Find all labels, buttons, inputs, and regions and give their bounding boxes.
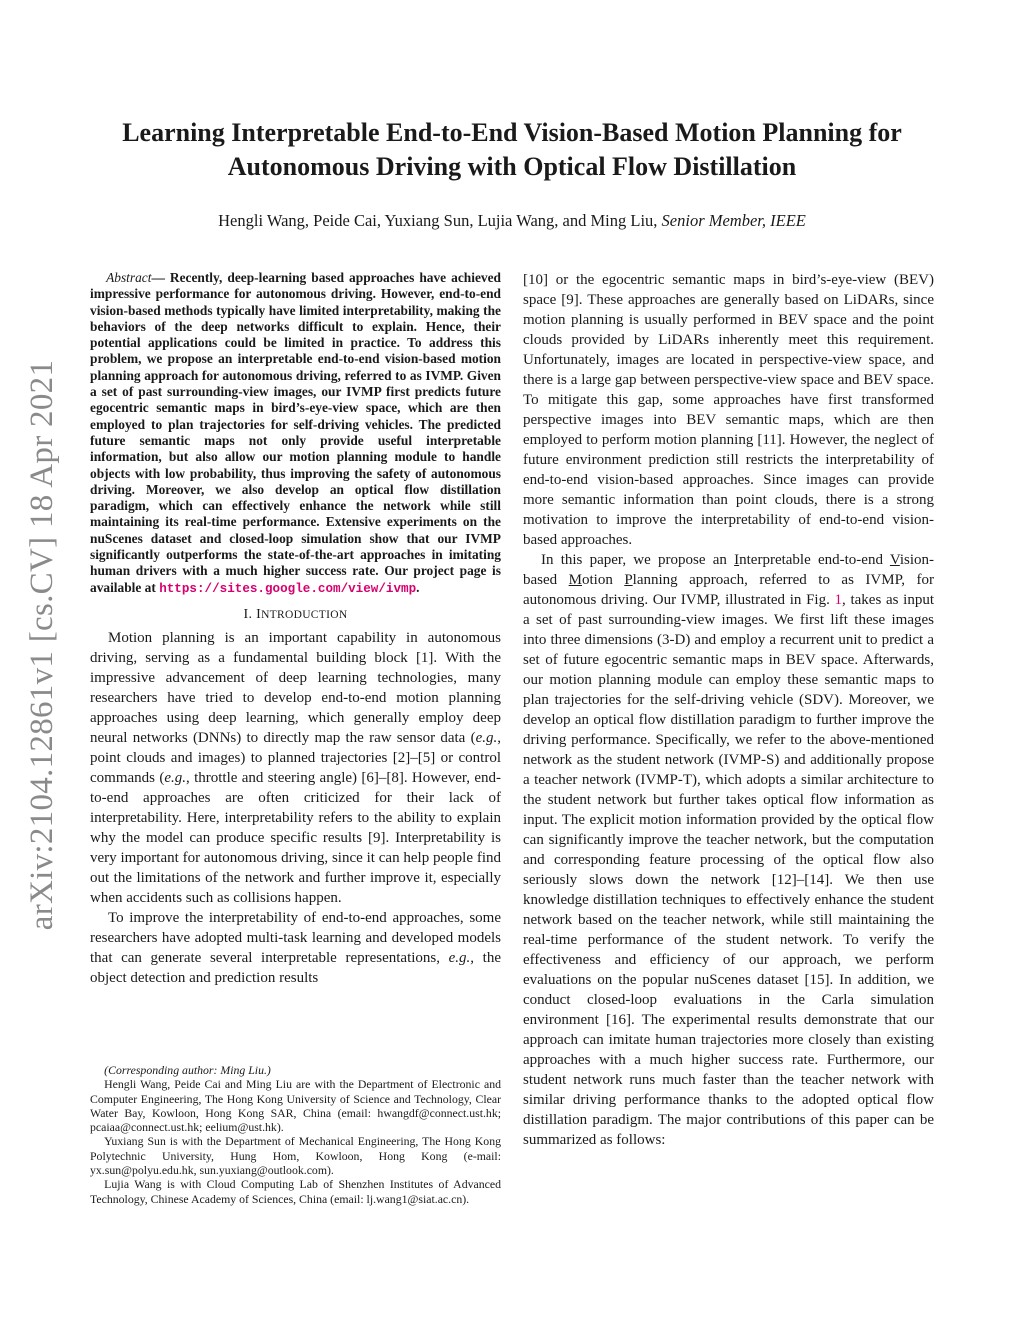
p4-text-b: nterpretable end-to-end: [739, 552, 890, 568]
p4-letter-p: P: [624, 572, 633, 588]
paper-title: [80, 116, 944, 184]
p2-eg: e.g.: [448, 949, 471, 966]
author-role: Senior Member, IEEE: [661, 211, 806, 230]
title-line-2: Autonomous Driving with Optical Flow Distillation: [227, 152, 797, 181]
abstract-end: .: [416, 579, 420, 595]
footnote-corresponding: [90, 1063, 501, 1077]
p1-eg-1: e.g.: [475, 729, 498, 746]
p1-text-b: , point clouds and images) to planned trajectories [2]–[5] or control commands (: [90, 729, 501, 786]
title-line-1: Learning Interpretable End-to-End Vision-Based Motion Planning for: [122, 118, 902, 147]
section-heading-introduction: [90, 607, 501, 623]
footnotes: [90, 1063, 501, 1206]
p4-text-c: ision-based: [523, 552, 935, 588]
p4-letter-v: V: [889, 552, 900, 568]
intro-paragraph-2: [90, 908, 501, 988]
author-list: [80, 211, 944, 231]
p2-text-b: , the object detection and prediction results: [90, 949, 501, 986]
abstract-text: — Recently, deep-learning based approaches have achieved impressive performance for autonomous driving. However, end-to-end vision-based methods typically have limited interpretability, making the behaviors of the deep networks difficult to explain. Hence, their potential applications could be limited in practice. To address this problem, we propose an interpretable end-to-end vision-based motion planning approach for autonomous driving, referred to as IVMP. Given a set of past surrounding-view images, our IVMP first predicts future egocentric semantic maps in bird’s-eye-view space, which are then employed to plan trajectories for self-driving vehicles. The predicted future semantic maps not only provide useful interpretable information, but also allow our motion planning module to handle objects with low probability, thus improving the safety of autonomous driving. Moreover, we also develop an optical flow distillation paradigm, which can effectively enhance the network while still maintaining its real-time performance. Extensive experiments on the nuScenes dataset and closed-loop simulation show that our IVMP significantly outperforms the state-of-the-art approaches in imitating human drivers with a much higher success rate. Our project page is available at: [90, 270, 501, 595]
abstract-label: Abstract: [106, 270, 152, 285]
intro-paragraph-3: [10] or the egocentric semantic maps in bird’s-eye-view (BEV) space [9]. These approaches are generally based on LiDARs, since motion planning is usually performed in BEV space and the point clouds provided by LiDARs inherently meet this requirement. Unfortunately, images are located in perspective-view space, and there is a large gap between perspective-view space and BEV space. To mitigate this gap, some approaches have first transformed perspective images into BEV semantic maps, which are then employed to perform motion planning [11]. However, the neglect of future environment prediction still restricts the interpretability of end-to-end vision-based approaches. Since images can provide more semantic information than point clouds, there is a strong motivation to improve the interpretability of end-to-end vision-based approaches.: [523, 272, 934, 548]
arxiv-id: arXiv:2104.12861v1 [cs.CV] 18 Apr 2021: [24, 359, 60, 931]
p1-eg-2: e.g.: [164, 769, 186, 786]
left-column: [90, 270, 501, 988]
footnote-3: Lujia Wang is with Cloud Computing Lab of Shenzhen Institutes of Advanced Technology, Chinese Academy of Sciences, China (email: lj.wang1@siat.ac.cn).: [90, 1177, 501, 1206]
p2-text-a: To improve the interpretability of end-to-end approaches, some researchers have adopted multi-task learning and developed models that can generate several interpretable representations,: [90, 909, 501, 966]
author-names: Hengli Wang, Peide Cai, Yuxiang Sun, Lujia Wang, and Ming Liu,: [218, 211, 662, 230]
project-link[interactable]: https://sites.google.com/view/ivmp: [159, 581, 417, 596]
p1-text-a: Motion planning is an important capability in autonomous driving, serving as a fundamental building block [1]. With the impressive advancement of deep learning technologies, many researchers have tried to develop end-to-end motion planning approaches using deep learning, which generally employ deep neural networks (DNNs) to directly map the raw sensor data (: [90, 629, 501, 746]
section-head-rest: NTRODUCTION: [261, 608, 348, 621]
p4-letter-i: I: [734, 552, 740, 568]
intro-paragraph-1: [90, 628, 501, 908]
footnote-1: Hengli Wang, Peide Cai and Ming Liu are with the Department of Electronic and Computer Engineering, The Hong Kong University of Science and Technology, Clear Water Bay, Kowloon, Hong Kong SAR, China (email: hwangdf@connect.ust.hk; pcaiaa@connect.ust.hk; eelium@ust.hk).: [90, 1077, 501, 1135]
p4-letter-m: M: [568, 572, 582, 588]
right-column: [523, 270, 934, 1150]
p4-text-a: In this paper, we propose an: [541, 552, 735, 568]
section-head-cap: I: [256, 606, 262, 622]
section-number: I.: [243, 606, 257, 622]
intro-paragraph-4: [523, 550, 934, 1150]
p4-text-f: , takes as input a set of past surrounding-view images. We first lift these images into three dimensions (3-D) and employ a recurrent unit to predict a set of future egocentric semantic maps in BEV space. Afterwards, our motion planning module can employ these semantic maps to plan trajectories for the self-driving vehicle (SDV). Moreover, we develop an optical flow distillation paradigm to further improve the driving performance. Specifically, we refer to the above-mentioned network as the student network (IVMP-S) and additionally propose a teacher network (IVMP-T), which adopts a similar architecture to the student network but further takes optical flow information as input. The explicit motion information provided by the optical flow can significantly improve the teacher network, but the computation and corresponding feature processing of the optical flow also seriously slows down the network [12]–[14]. We then use knowledge distillation techniques to effectively enhance the student network based on the teacher network, while still maintaining the real-time performance of the student network. To verify the effectiveness and efficiency of our approach, we perform evaluations on the popular nuScenes dataset [15]. In addition, we conduct closed-loop evaluations in the Carla simulation environment [16]. The experimental results demonstrate that our approach can imitate human trajectories more closely than existing approaches with a much higher success rate. Furthermore, our student network runs much faster than the teacher network with similar driving performance thanks to the adopted optical flow distillation paradigm. The major contributions of this paper can be summarized as follows:: [523, 592, 935, 1148]
p4-text-e: lanning approach, referred to as IVMP, for autonomous driving. Our IVMP, illustrated in Fig.: [523, 572, 934, 608]
p1-text-c: , throttle and steering angle) [6]–[8]. However, end-to-end approaches are often criticized for their lack of interpretability. Here, interpretability refers to the ability to explain why the model can produce specific results [9]. Interpretability is very important for autonomous driving, since it can help people find out the limitations of the network and further improve it, especially when accidents such as collisions happen.: [90, 769, 502, 906]
footnote-2: Yuxiang Sun is with the Department of Mechanical Engineering, The Hong Kong Polytechnic University, Hung Hom, Kowloon, Hong Kong (e-mail: yx.sun@polyu.edu.hk, sun.yuxiang@outlook.com).: [90, 1134, 501, 1178]
abstract: [90, 270, 501, 597]
figure-1-link[interactable]: 1: [834, 592, 843, 608]
p4-text-d: otion: [581, 572, 625, 588]
corresponding-author: (Corresponding author: Ming Liu.): [104, 1063, 271, 1077]
